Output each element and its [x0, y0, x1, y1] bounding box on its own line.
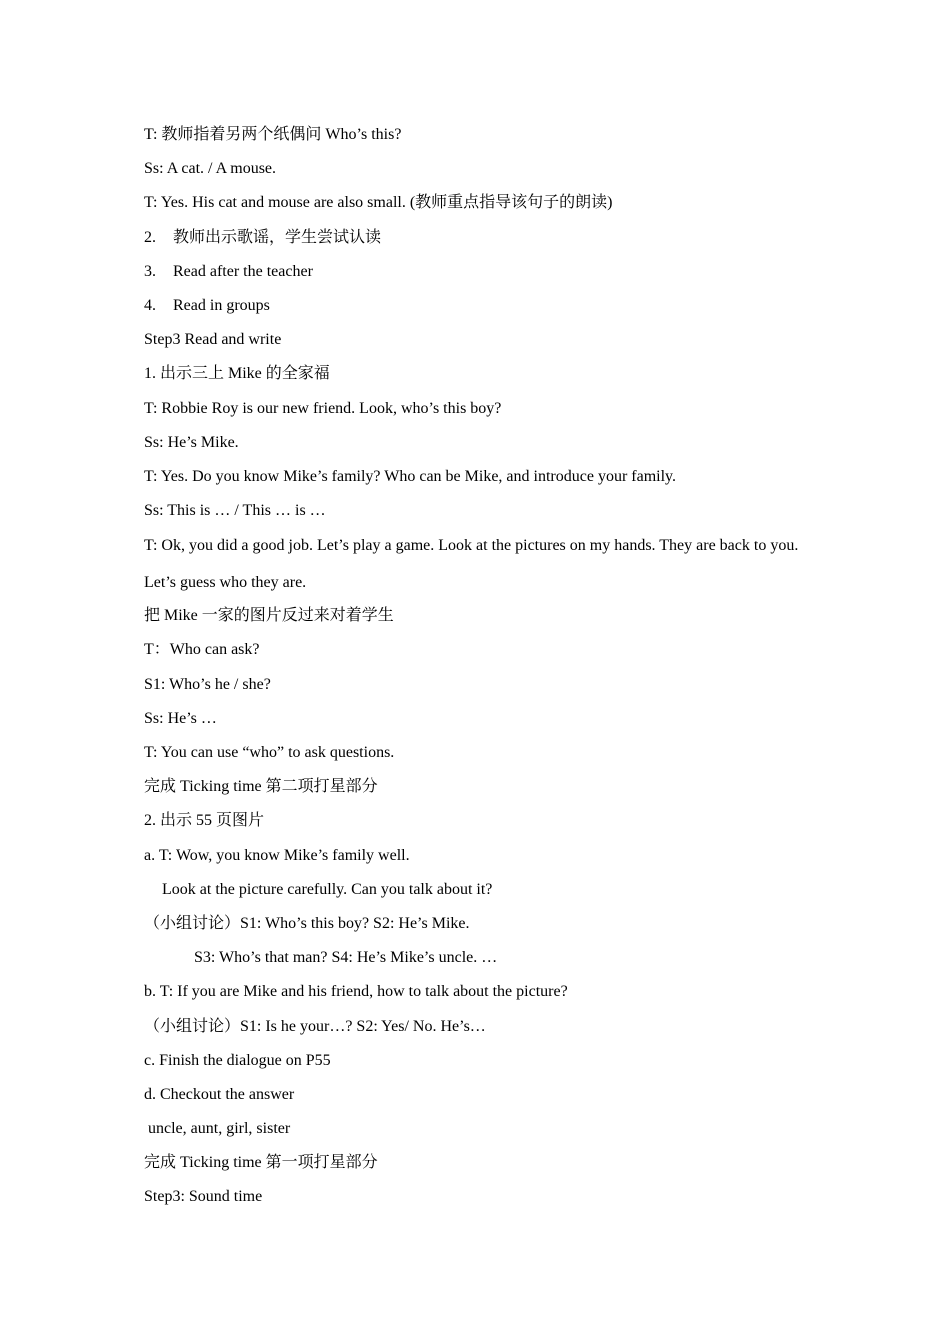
text-line: Ss: He’s Mike. [144, 433, 239, 451]
numbered-line [144, 227, 816, 261]
numbered-line [144, 295, 816, 329]
line-number: 3. [144, 262, 156, 280]
text-line: c. Finish the dialogue on P55 [144, 1051, 331, 1069]
step-heading: Step3 Read and write [144, 331, 282, 349]
text-line: b. T: If you are Mike and his friend, how to talk about the picture? [144, 983, 568, 1001]
step-heading: Step3: Sound time [144, 1188, 263, 1206]
text-line: S1: Who’s he / she? [144, 675, 271, 693]
line-text: 教师出示歌谣，学生尝试认读 [173, 228, 382, 246]
text-line: T: You can use “who” to ask questions. [144, 744, 395, 761]
lesson-plan-body [144, 124, 816, 1221]
text-line: uncle, aunt, girl, sister [148, 1120, 291, 1138]
text-line: T: Robbie Roy is our new friend. Look, who’s this boy? [144, 399, 502, 417]
text-line: T: Yes. His cat and mouse are also small. (教师重点指导该句子的朗读) [144, 194, 613, 212]
text-line: Ss: He’s … [144, 709, 217, 727]
text-line: （小组讨论）S1: Is he your…? S2: Yes/ No. He’s… [144, 1017, 486, 1035]
text-line: 1. 出示三上 Mike 的全家福 [144, 365, 330, 383]
text-line: Ss: This is … / This … is … [144, 502, 326, 520]
text-line: d. Checkout the answer [144, 1085, 295, 1103]
text-line: T: 教师指着另两个纸偶问 Who’s this? [144, 126, 402, 143]
text-line: Ss: A cat. / A mouse. [144, 160, 277, 178]
text-line: T: Yes. Do you know Mike’s family? Who can be Mike, and introduce your family. [144, 467, 676, 485]
numbered-line [144, 261, 816, 295]
text-line: （小组讨论）S1: Who’s this boy? S2: He’s Mike. [144, 914, 470, 932]
text-line: 2. 出示 55 页图片 [144, 812, 265, 830]
text-line: Look at the picture carefully. Can you talk about it? [162, 880, 493, 898]
text-line: 完成 Ticking time 第二项打星部分 [144, 778, 378, 796]
text-line: 把 Mike 一家的图片反过来对着学生 [144, 607, 394, 625]
text-line: 完成 Ticking time 第一项打星部分 [144, 1154, 378, 1172]
line-text: Read after the teacher [173, 262, 313, 280]
line-number: 2. [144, 228, 156, 246]
text-line: a. T: Wow, you know Mike’s family well. [144, 846, 410, 864]
text-line: T：Who can ask? [144, 641, 260, 659]
line-text: Read in groups [173, 296, 270, 314]
line-number: 4. [144, 296, 156, 314]
text-line: S3: Who’s that man? S4: He’s Mike’s uncle. … [194, 949, 498, 967]
text-paragraph: T: Ok, you did a good job. Let’s play a game. Look at the pictures on my hands. They are back to you. Let’s guess who they are. [144, 537, 799, 592]
